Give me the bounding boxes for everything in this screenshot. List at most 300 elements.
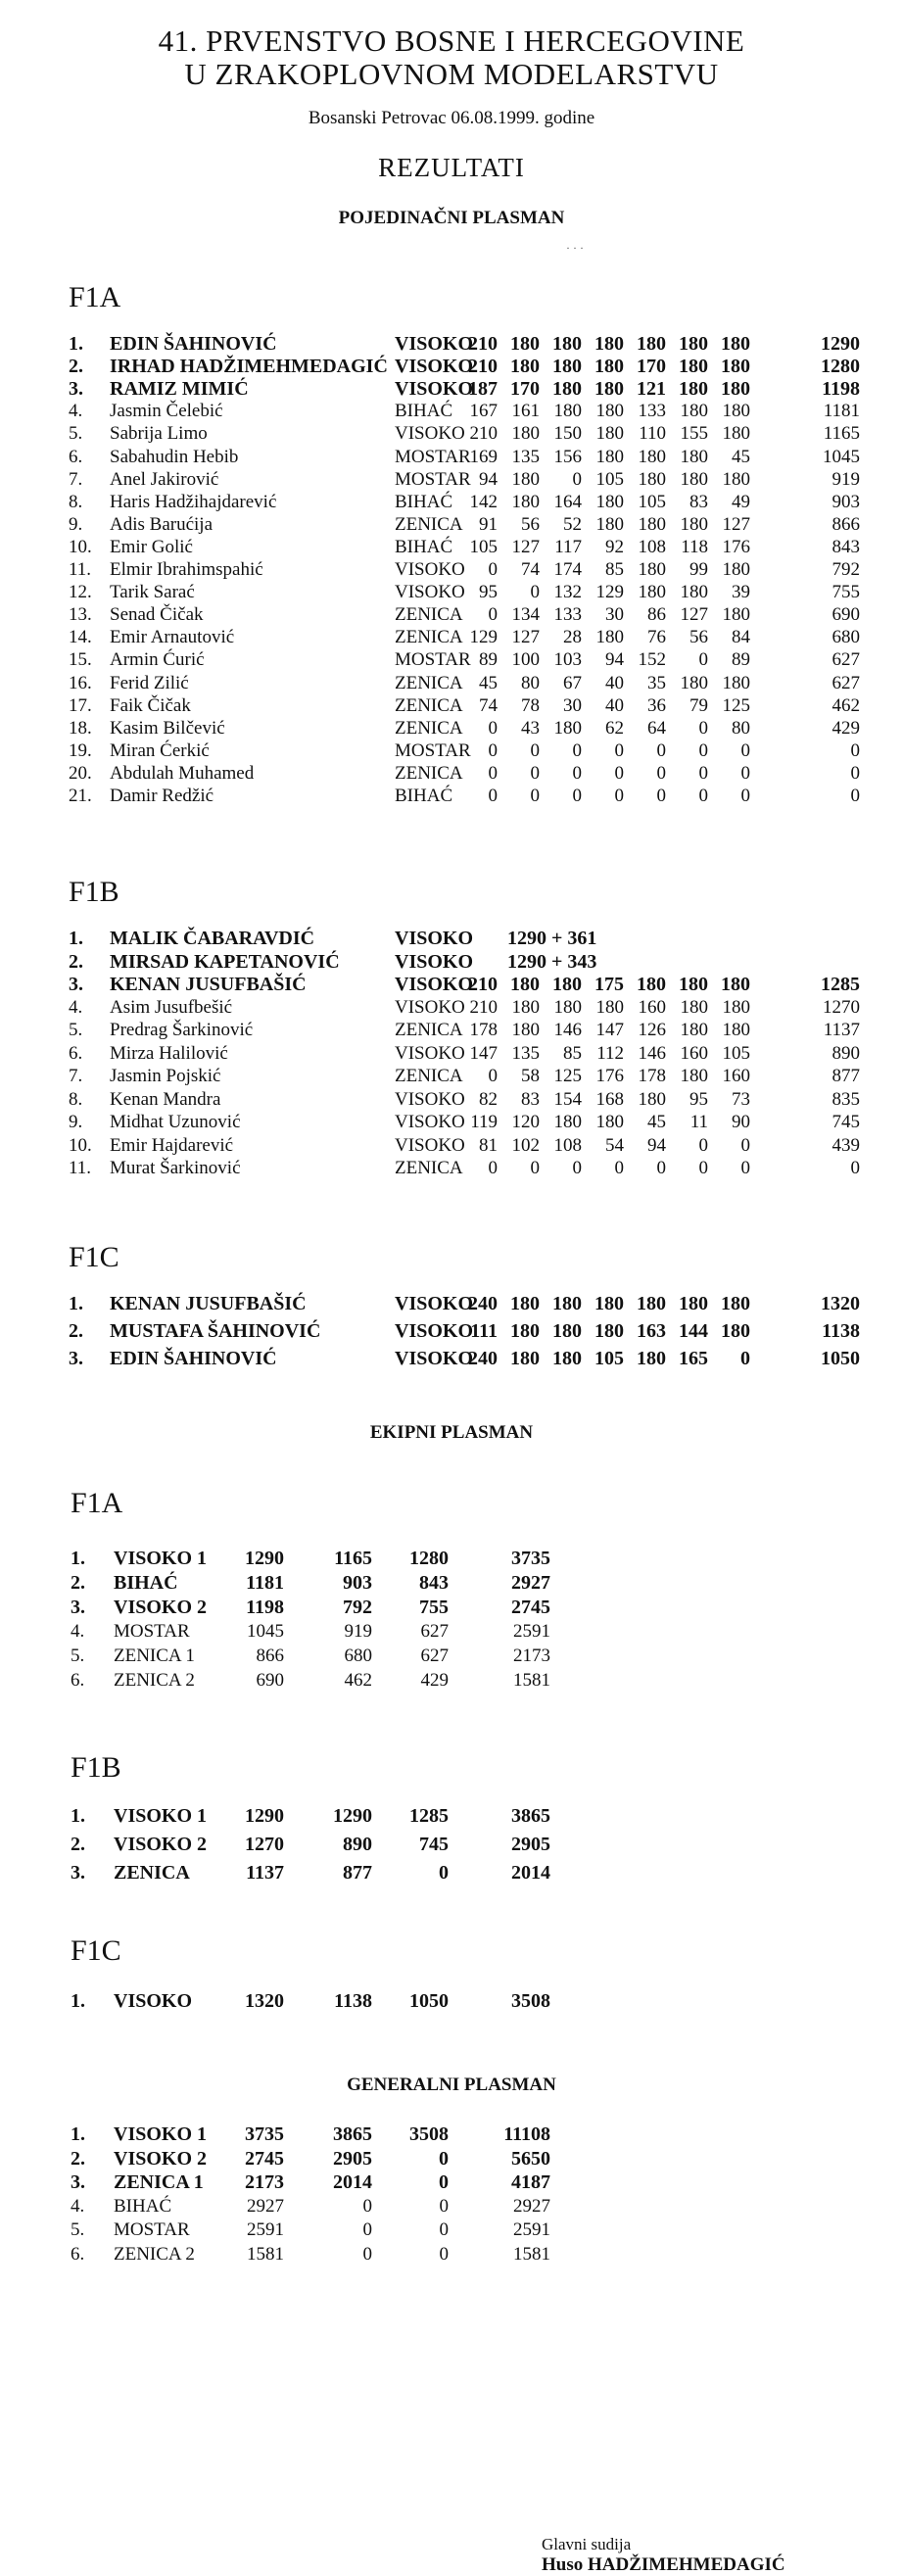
- round-score: 112: [596, 1042, 624, 1064]
- result-row: [0, 1043, 903, 1065]
- round-score: 180: [594, 378, 624, 401]
- team-score: 0: [439, 2147, 449, 2170]
- round-score: 0: [530, 1158, 540, 1178]
- round-score: 0: [698, 717, 708, 739]
- result-row: [0, 1158, 903, 1179]
- result-row: [0, 1320, 903, 1342]
- round-score: 90: [732, 1112, 750, 1132]
- competitor-name: Senad Čičak: [110, 604, 204, 626]
- round-score: 180: [722, 996, 750, 1018]
- team-name: ZENICA 2: [114, 1670, 195, 1691]
- team-score: 1290: [333, 1805, 372, 1827]
- rank: 19.: [69, 739, 92, 761]
- result-row: [0, 1066, 903, 1087]
- total-score: 1181: [823, 401, 860, 422]
- round-score: 180: [722, 1020, 750, 1040]
- round-score: 180: [595, 423, 624, 445]
- rank: 2.: [69, 356, 83, 378]
- result-row: [0, 1293, 903, 1314]
- round-score: 45: [479, 672, 498, 693]
- competitor-name: Ferid Zilić: [110, 672, 189, 693]
- club: VISOKO: [395, 423, 465, 445]
- rank: 2.: [71, 1834, 85, 1855]
- rank: 8.: [69, 1088, 83, 1110]
- team-row: [0, 1572, 903, 1596]
- round-score: 79: [689, 694, 708, 716]
- team-row: [0, 1597, 903, 1620]
- round-score: 58: [521, 1066, 540, 1086]
- round-score: 146: [638, 1042, 666, 1064]
- rank: 3.: [71, 2171, 85, 2193]
- round-score: 154: [553, 1088, 582, 1110]
- round-score: 180: [721, 1320, 750, 1342]
- round-score: 180: [595, 996, 624, 1018]
- round-score: 180: [722, 559, 750, 580]
- rank: 1.: [71, 1805, 85, 1827]
- round-score: 86: [647, 604, 666, 626]
- round-score: 0: [698, 1158, 708, 1178]
- total-score: 835: [832, 1088, 860, 1110]
- club: VISOKO: [395, 1320, 474, 1342]
- round-score: 0: [614, 739, 624, 761]
- round-score: 85: [605, 559, 624, 580]
- round-score: 180: [637, 1348, 666, 1369]
- team-total: 4187: [511, 2171, 550, 2193]
- round-score: 165: [679, 1348, 708, 1369]
- round-score: 142: [469, 491, 498, 512]
- round-score: 180: [594, 333, 624, 355]
- round-score: 0: [740, 786, 750, 806]
- round-score: 180: [722, 672, 750, 693]
- round-score: 163: [637, 1320, 666, 1342]
- total-score: 0: [850, 762, 860, 784]
- total-score: 1290: [821, 333, 860, 355]
- rank: 18.: [69, 717, 92, 739]
- competitor-name: MIRSAD KAPETANOVIĆ: [110, 950, 340, 973]
- team-heading: EKIPNI PLASMAN: [369, 1422, 534, 1443]
- round-score: 180: [721, 333, 750, 355]
- competitor-name: Emir Arnautović: [110, 627, 235, 648]
- team-row: [0, 1548, 903, 1571]
- title-line-2: U ZRAKOPLOVNOM MODELARSTVU: [184, 57, 719, 91]
- rank: 6.: [69, 446, 83, 467]
- round-score: 0: [740, 762, 750, 784]
- round-score: 160: [638, 996, 666, 1018]
- result-row: [0, 537, 903, 558]
- round-score: 146: [553, 1020, 582, 1040]
- f1a-team-title: F1A: [71, 1487, 123, 1519]
- round-score: 43: [521, 717, 540, 739]
- total-score: 1050: [821, 1348, 860, 1369]
- club: VISOKO: [395, 1134, 465, 1156]
- team-row: [0, 2123, 903, 2147]
- total-score: 0: [850, 786, 860, 806]
- round-score: 95: [689, 1088, 708, 1110]
- team-name: VISOKO 2: [114, 2147, 208, 2170]
- team-name: BIHAĆ: [114, 1572, 178, 1594]
- round-score: 125: [722, 694, 750, 716]
- round-score: 127: [722, 513, 750, 535]
- round-score: 180: [510, 974, 540, 995]
- club: MOSTAR: [395, 468, 471, 490]
- rank: 5.: [71, 1646, 85, 1666]
- result-row: [0, 718, 903, 739]
- round-score: 45: [647, 1112, 666, 1132]
- competitor-name: Jasmin Čelebić: [110, 401, 223, 422]
- team-score: 2905: [333, 2147, 372, 2170]
- competitor-name: Emir Golić: [110, 536, 193, 557]
- round-score: 0: [698, 762, 708, 784]
- team-total: 3865: [511, 1805, 550, 1827]
- round-score: 120: [511, 1112, 540, 1132]
- rank: 20.: [69, 762, 92, 784]
- team-score: 3865: [333, 2123, 372, 2145]
- result-row: [0, 1112, 903, 1133]
- team-name: BIHAĆ: [114, 2195, 172, 2217]
- round-score: 105: [722, 1042, 750, 1064]
- round-score: 180: [638, 559, 666, 580]
- total-score: 890: [832, 1042, 860, 1064]
- round-score: 0: [530, 762, 540, 784]
- round-score: 180: [511, 423, 540, 445]
- round-score: 156: [553, 446, 582, 467]
- team-row: [0, 1670, 903, 1693]
- team-total: 11108: [503, 2123, 550, 2145]
- round-score: 78: [521, 694, 540, 716]
- round-score: 180: [553, 717, 582, 739]
- round-score: 240: [468, 1348, 498, 1369]
- round-score: 0: [614, 762, 624, 784]
- round-score: 180: [638, 513, 666, 535]
- rank: 5.: [69, 1020, 83, 1040]
- total-score: 429: [832, 717, 860, 739]
- team-score: 1320: [245, 1990, 284, 2012]
- round-score: 99: [689, 559, 708, 580]
- round-score: 105: [595, 468, 624, 490]
- round-score: 180: [638, 446, 666, 467]
- result-row: [0, 401, 903, 422]
- total-score: 877: [832, 1066, 860, 1086]
- rank: 6.: [69, 1042, 83, 1064]
- competitor-name: Faik Čičak: [110, 694, 191, 716]
- team-row: [0, 1646, 903, 1669]
- round-score: 169: [469, 446, 498, 467]
- total-score: 843: [832, 536, 860, 557]
- result-row: [0, 1348, 903, 1369]
- round-score: 80: [521, 672, 540, 693]
- total-score: 1270: [823, 996, 860, 1018]
- round-score: 180: [680, 468, 708, 490]
- round-score: 180: [679, 974, 708, 995]
- competitor-name: Sabrija Limo: [110, 423, 208, 445]
- result-row: [0, 786, 903, 807]
- round-score: 110: [639, 423, 666, 445]
- team-score: 2745: [245, 2147, 284, 2170]
- team-total: 1581: [513, 2243, 550, 2265]
- competitor-name: Abdulah Muhamed: [110, 762, 255, 784]
- rank: 6.: [71, 2243, 85, 2265]
- round-score: 167: [469, 401, 498, 422]
- round-score: 94: [647, 1134, 666, 1156]
- rank: 2.: [69, 1320, 83, 1342]
- competitor-name: Anel Jakirović: [110, 468, 219, 490]
- club: MOSTAR: [395, 446, 471, 467]
- result-row: [0, 951, 903, 973]
- rank: 13.: [69, 604, 92, 626]
- round-score: 0: [656, 786, 666, 806]
- round-score: 133: [553, 604, 582, 626]
- competitor-name: Mirza Halilović: [110, 1042, 228, 1064]
- team-name: MOSTAR: [114, 1621, 190, 1642]
- round-score: 180: [510, 1293, 540, 1314]
- club: ZENICA: [395, 694, 463, 716]
- team-score: 690: [256, 1670, 284, 1691]
- round-score: 180: [637, 974, 666, 995]
- rank: 5.: [69, 423, 83, 445]
- result-row: [0, 447, 903, 468]
- result-row: [0, 604, 903, 626]
- competitor-name: Elmir Ibrahimspahić: [110, 559, 263, 580]
- team-name: MOSTAR: [114, 2219, 190, 2240]
- rank: 3.: [71, 1862, 85, 1884]
- competitor-name: Predrag Šarkinović: [110, 1020, 254, 1040]
- rank: 1.: [71, 1548, 85, 1569]
- team-score: 1285: [409, 1805, 449, 1827]
- round-score: 0: [740, 739, 750, 761]
- team-name: ZENICA 1: [114, 1646, 195, 1666]
- round-score: 0: [740, 1134, 750, 1156]
- team-row: [0, 2219, 903, 2243]
- team-total: 2173: [513, 1646, 550, 1666]
- round-score: 126: [638, 1020, 666, 1040]
- round-score: 180: [552, 1320, 582, 1342]
- team-score: 680: [344, 1646, 372, 1666]
- round-score: 180: [552, 1348, 582, 1369]
- total-score: 680: [832, 627, 860, 648]
- result-row: [0, 695, 903, 717]
- total-score: 0: [850, 1158, 860, 1178]
- round-score: 40: [605, 672, 624, 693]
- result-row: [0, 1020, 903, 1041]
- total-score: 1280: [821, 356, 860, 378]
- rank: 9.: [69, 513, 83, 535]
- round-score: 0: [530, 786, 540, 806]
- team-name: ZENICA 2: [114, 2243, 195, 2265]
- round-score: 180: [637, 333, 666, 355]
- club: VISOKO: [395, 1348, 474, 1369]
- round-score: 180: [553, 1112, 582, 1132]
- club: VISOKO: [395, 333, 474, 355]
- team-row: [0, 1990, 903, 2014]
- club: BIHAĆ: [395, 786, 453, 806]
- round-score: 127: [511, 627, 540, 648]
- round-score: 180: [637, 1293, 666, 1314]
- rank: 12.: [69, 582, 92, 603]
- competitor-name: KENAN JUSUFBAŠIĆ: [110, 1293, 307, 1314]
- round-score: 0: [488, 786, 498, 806]
- club: ZENICA: [395, 762, 463, 784]
- round-score: 0: [572, 762, 582, 784]
- round-score: 73: [732, 1088, 750, 1110]
- club: ZENICA: [395, 1158, 463, 1178]
- competitor-name: MUSTAFA ŠAHINOVIĆ: [110, 1320, 321, 1342]
- total-score: 627: [832, 649, 860, 671]
- round-score: 76: [647, 627, 666, 648]
- total-score: 866: [832, 513, 860, 535]
- team-total: 2927: [513, 2195, 550, 2217]
- round-score: 180: [680, 672, 708, 693]
- team-total: 2927: [511, 1572, 550, 1594]
- round-score: 180: [679, 1293, 708, 1314]
- round-score: 83: [521, 1088, 540, 1110]
- club: ZENICA: [395, 513, 463, 535]
- round-score: 180: [679, 333, 708, 355]
- club: VISOKO: [395, 1088, 465, 1110]
- result-row: [0, 378, 903, 400]
- round-score: 0: [572, 739, 582, 761]
- team-score: 0: [362, 2195, 372, 2217]
- scan-speck: · · ·: [566, 241, 584, 255]
- round-score: 152: [638, 649, 666, 671]
- total-score: 792: [832, 559, 860, 580]
- team-score: 2927: [247, 2195, 284, 2217]
- round-score: 180: [595, 513, 624, 535]
- total-score: 1165: [823, 423, 860, 445]
- team-score: 0: [362, 2219, 372, 2240]
- competitor-name: Kenan Mandra: [110, 1088, 221, 1110]
- flyoff-score: 1290 + 361: [507, 928, 597, 949]
- round-score: 105: [638, 491, 666, 512]
- club: ZENICA: [395, 604, 463, 626]
- round-score: 150: [553, 423, 582, 445]
- club: BIHAĆ: [395, 536, 453, 557]
- competitor-name: Jasmin Pojskić: [110, 1066, 221, 1086]
- competitor-name: Armin Ćurić: [110, 649, 205, 671]
- total-score: 1138: [822, 1320, 860, 1342]
- rank: 3.: [69, 378, 83, 401]
- competitor-name: RAMIZ MIMIĆ: [110, 378, 249, 401]
- rank: 8.: [69, 491, 83, 512]
- round-score: 36: [647, 694, 666, 716]
- result-row: [0, 492, 903, 513]
- round-score: 160: [722, 1066, 750, 1086]
- round-score: 0: [698, 649, 708, 671]
- team-score: 1045: [247, 1621, 284, 1642]
- round-score: 178: [469, 1020, 498, 1040]
- round-score: 180: [722, 423, 750, 445]
- round-score: 0: [656, 762, 666, 784]
- competitor-name: MALIK ČABARAVDIĆ: [110, 928, 315, 949]
- round-score: 210: [468, 974, 498, 995]
- round-score: 83: [689, 491, 708, 512]
- round-score: 94: [479, 468, 498, 490]
- team-score: 627: [420, 1621, 449, 1642]
- round-score: 180: [595, 1112, 624, 1132]
- team-name: VISOKO 2: [114, 1597, 208, 1618]
- round-score: 180: [552, 1293, 582, 1314]
- rank: 4.: [71, 1621, 85, 1642]
- club: ZENICA: [395, 717, 463, 739]
- round-score: 0: [572, 468, 582, 490]
- round-score: 240: [468, 1293, 498, 1314]
- rank: 9.: [69, 1112, 83, 1132]
- signature-name: Huso HADŽIMEHMEDAGIĆ: [542, 2554, 785, 2575]
- club: VISOKO: [395, 378, 474, 401]
- rank: 3.: [69, 1348, 83, 1369]
- round-score: 129: [469, 627, 498, 648]
- round-score: 0: [488, 559, 498, 580]
- result-row: [0, 1089, 903, 1111]
- team-score: 1270: [245, 1834, 284, 1855]
- round-score: 180: [722, 604, 750, 626]
- rank: 11.: [69, 1158, 92, 1178]
- rank: 7.: [69, 1066, 83, 1086]
- round-score: 210: [469, 423, 498, 445]
- club: ZENICA: [395, 627, 463, 648]
- results-heading: REZULTATI: [378, 153, 525, 182]
- team-row: [0, 2148, 903, 2171]
- round-score: 49: [732, 491, 750, 512]
- team-score: 890: [343, 1834, 372, 1855]
- rank: 10.: [69, 536, 92, 557]
- result-row: [0, 333, 903, 355]
- team-score: 0: [439, 2171, 449, 2193]
- round-score: 180: [721, 1293, 750, 1314]
- round-score: 180: [510, 333, 540, 355]
- round-score: 180: [680, 446, 708, 467]
- round-score: 0: [572, 786, 582, 806]
- round-score: 0: [740, 1158, 750, 1178]
- round-score: 147: [469, 1042, 498, 1064]
- round-score: 62: [605, 717, 624, 739]
- result-row: [0, 423, 903, 445]
- team-score: 0: [439, 2219, 449, 2240]
- round-score: 210: [468, 356, 498, 378]
- team-score: 0: [439, 2243, 449, 2265]
- round-score: 180: [680, 582, 708, 603]
- club: BIHAĆ: [395, 491, 453, 512]
- club: VISOKO: [395, 559, 465, 580]
- team-score: 1280: [409, 1548, 449, 1569]
- team-total: 3735: [511, 1548, 550, 1569]
- team-score: 745: [419, 1834, 449, 1855]
- competitor-name: Miran Ćerkić: [110, 739, 210, 761]
- round-score: 180: [510, 1348, 540, 1369]
- round-score: 176: [722, 536, 750, 557]
- result-row: [0, 582, 903, 603]
- round-score: 30: [605, 604, 624, 626]
- round-score: 180: [511, 468, 540, 490]
- round-score: 180: [553, 996, 582, 1018]
- round-score: 210: [469, 996, 498, 1018]
- round-score: 28: [563, 627, 582, 648]
- round-score: 81: [479, 1134, 498, 1156]
- round-score: 0: [572, 1158, 582, 1178]
- club: VISOKO: [395, 950, 474, 973]
- round-score: 30: [563, 694, 582, 716]
- round-score: 180: [594, 356, 624, 378]
- round-score: 0: [488, 739, 498, 761]
- round-score: 180: [721, 974, 750, 995]
- round-score: 180: [680, 1066, 708, 1086]
- team-row: [0, 2196, 903, 2219]
- round-score: 180: [594, 1293, 624, 1314]
- round-score: 180: [680, 513, 708, 535]
- team-row: [0, 2244, 903, 2267]
- round-score: 0: [698, 786, 708, 806]
- place-date: Bosanski Petrovac 06.08.1999. godine: [308, 108, 595, 128]
- round-score: 187: [468, 378, 498, 401]
